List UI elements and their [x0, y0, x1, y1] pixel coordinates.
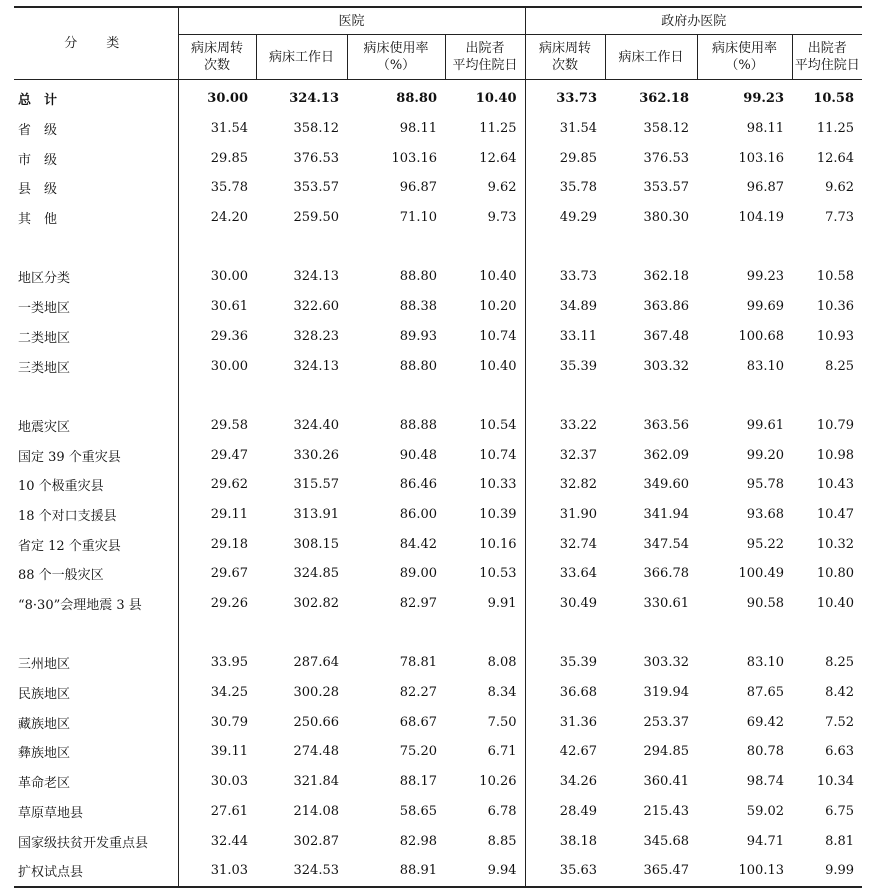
table-cell: 10.47 [816, 506, 855, 522]
table-row [14, 707, 862, 737]
table-cell: 324.13 [293, 358, 339, 374]
table-cell: 308.15 [293, 536, 339, 552]
table-cell: 345.68 [643, 833, 690, 849]
table-cell: 33.73 [525, 80, 605, 114]
table-cell: 10.53 [479, 566, 517, 582]
table-cell: 10.16 [479, 536, 517, 552]
row-label: 18 个对口支援县 [18, 508, 117, 524]
table-cell: 360.41 [643, 774, 690, 790]
table-cell: 10.43 [816, 477, 855, 493]
row-label: 扩权试点县 [14, 856, 178, 887]
table-cell: 87.65 [746, 685, 785, 701]
table-cell: 319.94 [643, 685, 690, 701]
table-cell: 29.67 [178, 559, 256, 589]
table-cell: 30.00 [178, 262, 256, 292]
table-row [14, 173, 862, 203]
table-cell: 31.54 [178, 114, 256, 144]
table-row [14, 143, 862, 173]
table-row [14, 826, 862, 856]
table-cell: 8.85 [487, 833, 517, 849]
hospital-bed-workdays-header: 病床工作日 [256, 35, 347, 80]
table-cell: 29.18 [178, 529, 256, 559]
table-cell: 99.23 [746, 269, 785, 285]
row-label: 藏族地区 [18, 716, 71, 732]
row-label: 二类地区 [18, 330, 71, 346]
table-row [14, 80, 862, 114]
category-header: 分 类 [14, 7, 178, 80]
table-cell: 9.99 [792, 856, 862, 887]
table-cell: 96.87 [399, 180, 437, 196]
table-cell: 39.11 [178, 737, 256, 767]
table-cell: 8.08 [487, 655, 517, 671]
table-cell: 30.79 [178, 707, 256, 737]
table-cell: 8.42 [825, 685, 855, 701]
table-cell: 100.13 [697, 856, 792, 887]
table-cell: 88.17 [399, 774, 437, 790]
table-cell: 10.40 [479, 358, 517, 374]
table-cell: 84.42 [399, 536, 437, 552]
table-cell: 69.42 [746, 714, 785, 730]
table-row [14, 678, 862, 708]
table-cell: 29.26 [178, 589, 256, 619]
table-cell: 10.74 [479, 328, 517, 344]
table-cell: 99.69 [746, 299, 785, 315]
table-cell: 11.25 [479, 121, 517, 137]
table-cell: 89.93 [399, 328, 437, 344]
table-cell: 10.58 [816, 269, 855, 285]
table-cell: 10.32 [816, 536, 855, 552]
table-cell: 38.18 [525, 826, 605, 856]
table-cell: 88.91 [347, 856, 445, 887]
row-label: 三州地区 [18, 657, 71, 673]
table-cell: 321.84 [293, 774, 339, 790]
table-cell: 80.78 [746, 744, 785, 760]
table-cell: 302.82 [293, 596, 339, 612]
table-row [14, 767, 862, 797]
row-label: 国家级扶贫开发重点县 [18, 835, 149, 851]
table-cell: 10.26 [479, 774, 517, 790]
table-cell: 341.94 [643, 506, 690, 522]
table-row [14, 648, 862, 678]
table-cell: 10.20 [479, 299, 517, 315]
hospital-bed-turnover-header: 病床周转 次数 [178, 35, 256, 80]
table-cell: 96.87 [746, 180, 785, 196]
table-cell: 10.34 [816, 774, 855, 790]
table-cell: 99.20 [746, 447, 785, 463]
table-cell: 10.40 [475, 91, 517, 107]
table-cell: 7.52 [825, 714, 855, 730]
table-cell: 253.37 [643, 714, 690, 730]
table-cell: 7.73 [825, 210, 855, 226]
table-cell: 303.32 [643, 358, 690, 374]
table-cell: 32.82 [525, 470, 605, 500]
table-cell: 358.12 [643, 121, 690, 137]
table-cell: 10.58 [813, 91, 855, 107]
table-cell: 35.63 [525, 856, 605, 887]
table-cell: 31.03 [178, 856, 256, 887]
table-cell: 322.60 [293, 299, 339, 315]
table-cell: 215.43 [643, 803, 690, 819]
row-label: 省定 12 个重灾县 [18, 538, 121, 554]
table-cell: 380.30 [643, 210, 690, 226]
table-cell: 86.46 [399, 477, 437, 493]
table-cell: 100.68 [738, 328, 785, 344]
table-cell: 31.90 [525, 500, 605, 530]
table-cell: 88.38 [399, 299, 437, 315]
table-cell: 8.81 [825, 833, 855, 849]
table-cell: 324.85 [293, 566, 339, 582]
table-cell: 83.10 [746, 655, 785, 671]
table-row [14, 114, 862, 144]
table-cell: 104.19 [738, 210, 785, 226]
table-cell: 10.33 [479, 477, 517, 493]
table-cell: 362.09 [643, 447, 690, 463]
row-label: 总 计 [18, 93, 58, 109]
table-cell: 29.47 [178, 440, 256, 470]
table-cell: 31.36 [525, 707, 605, 737]
table-cell: 313.91 [293, 506, 339, 522]
table-cell: 27.61 [178, 797, 256, 827]
table-cell: 36.68 [525, 678, 605, 708]
row-label: 省 级 [18, 123, 58, 139]
row-label: “8·30”会理地震 3 县 [18, 598, 142, 614]
table-cell: 88.80 [399, 358, 437, 374]
row-label: 市 级 [18, 152, 58, 168]
table-cell: 89.00 [399, 566, 437, 582]
row-label: 革命老区 [18, 776, 71, 792]
table-cell: 302.87 [293, 833, 339, 849]
table-row [14, 797, 862, 827]
table-cell: 10.36 [816, 299, 855, 315]
table-cell: 274.48 [293, 744, 339, 760]
table-row [14, 529, 862, 559]
table-cell: 82.97 [399, 596, 437, 612]
row-label: 三类地区 [18, 360, 71, 376]
table-cell: 8.34 [487, 685, 517, 701]
table-row [14, 589, 862, 619]
row-label: 民族地区 [18, 687, 71, 703]
table-cell: 32.74 [525, 529, 605, 559]
table-cell: 376.53 [643, 150, 690, 166]
table-cell: 6.78 [487, 803, 517, 819]
table-row [14, 470, 862, 500]
table-cell: 9.73 [487, 210, 517, 226]
table-cell: 12.64 [479, 150, 517, 166]
table-cell: 30.00 [178, 80, 256, 114]
gov-avg-stay-header: 出院者 平均住院日 [792, 35, 862, 80]
table-cell: 12.64 [816, 150, 855, 166]
table-cell: 35.39 [525, 648, 605, 678]
table-cell: 8.25 [825, 358, 855, 374]
table-cell: 10.40 [816, 596, 855, 612]
table-cell: 353.57 [643, 180, 690, 196]
table-cell: 363.86 [643, 299, 690, 315]
hospital-bed-usage-rate-header: 病床使用率 （%） [347, 35, 445, 80]
table-cell: 35.78 [525, 173, 605, 203]
table-cell: 82.27 [399, 685, 437, 701]
row-label: 草原草地县 [18, 805, 84, 821]
table-cell: 303.32 [643, 655, 690, 671]
table-cell: 29.11 [178, 500, 256, 530]
gov-bed-usage-rate-header: 病床使用率 （%） [697, 35, 792, 80]
table-cell: 363.56 [643, 417, 690, 433]
table-cell: 29.36 [178, 322, 256, 352]
table-cell: 33.11 [525, 322, 605, 352]
table-cell: 287.64 [293, 655, 339, 671]
table-cell: 24.20 [178, 203, 256, 233]
table-cell: 68.67 [399, 714, 437, 730]
table-cell: 88.80 [399, 269, 437, 285]
table-cell: 250.66 [293, 714, 339, 730]
table-cell: 300.28 [293, 685, 339, 701]
row-label: 88 个一般灾区 [18, 568, 104, 584]
table-cell: 29.58 [178, 411, 256, 441]
table-cell: 324.40 [293, 417, 339, 433]
table-cell: 90.48 [399, 447, 437, 463]
table-cell: 75.20 [399, 744, 437, 760]
table-cell: 7.50 [487, 714, 517, 730]
table-cell: 29.85 [525, 143, 605, 173]
table-cell: 349.60 [643, 477, 690, 493]
table-cell: 95.22 [746, 536, 785, 552]
hospital-bed-statistics-table [14, 6, 862, 888]
table-row [14, 203, 862, 233]
table-row [14, 737, 862, 767]
table-cell: 376.53 [293, 150, 339, 166]
row-label: 彝族地区 [18, 746, 71, 762]
table-cell: 259.50 [293, 210, 339, 226]
table-cell: 10.79 [816, 417, 855, 433]
table-cell: 88.80 [396, 91, 437, 107]
table-row [14, 440, 862, 470]
row-label: 地区分类 [18, 271, 71, 287]
table-cell: 358.12 [293, 121, 339, 137]
table-row [14, 500, 862, 530]
gov-bed-turnover-header: 病床周转 次数 [525, 35, 605, 80]
table-cell: 30.49 [525, 589, 605, 619]
row-label: 地震灾区 [18, 419, 71, 435]
table-cell: 214.08 [293, 803, 339, 819]
table-cell: 330.26 [293, 447, 339, 463]
table-cell: 78.81 [399, 655, 437, 671]
table-row [14, 262, 862, 292]
table-cell: 6.63 [825, 744, 855, 760]
row-label: 10 个极重灾县 [18, 479, 104, 495]
table-cell: 34.26 [525, 767, 605, 797]
hospital-avg-stay-header: 出院者 平均住院日 [445, 35, 525, 80]
table-cell: 86.00 [399, 506, 437, 522]
table-cell: 324.53 [256, 856, 347, 887]
table-cell: 98.74 [746, 774, 785, 790]
table-cell: 10.98 [816, 447, 855, 463]
table-cell: 99.23 [743, 91, 785, 107]
table-cell: 294.85 [643, 744, 690, 760]
spacer-row [14, 618, 862, 648]
table-cell: 82.98 [399, 833, 437, 849]
table-cell: 11.25 [816, 121, 855, 137]
table-cell: 33.73 [525, 262, 605, 292]
table-cell: 328.23 [293, 328, 339, 344]
table-row [14, 559, 862, 589]
table-cell: 32.44 [178, 826, 256, 856]
table-cell: 10.80 [816, 566, 855, 582]
row-label: 县 级 [18, 182, 58, 198]
table-cell: 10.39 [479, 506, 517, 522]
table-cell: 6.71 [487, 744, 517, 760]
table-cell: 9.91 [487, 596, 517, 612]
table-row [14, 292, 862, 322]
gov-hospital-group-header: 政府办医院 [525, 7, 862, 35]
table-cell: 28.49 [525, 797, 605, 827]
table-cell: 93.68 [746, 506, 785, 522]
table-cell: 9.62 [825, 180, 855, 196]
table-cell: 6.75 [825, 803, 855, 819]
table-cell: 58.65 [399, 803, 437, 819]
table-row [14, 322, 862, 352]
table-cell: 10.54 [479, 417, 517, 433]
table-cell: 35.78 [178, 173, 256, 203]
table-cell: 103.16 [391, 150, 437, 166]
table-row [14, 856, 862, 887]
hospital-group-header: 医院 [178, 7, 525, 35]
table-cell: 315.57 [293, 477, 339, 493]
table-cell: 49.29 [525, 203, 605, 233]
table-row [14, 411, 862, 441]
table-cell: 330.61 [643, 596, 690, 612]
table-cell: 103.16 [738, 150, 785, 166]
table-cell: 71.10 [399, 210, 437, 226]
table-cell: 10.74 [479, 447, 517, 463]
table-cell: 10.93 [816, 328, 855, 344]
table-cell: 8.25 [825, 655, 855, 671]
table-cell: 98.11 [399, 121, 437, 137]
table-cell: 35.39 [525, 351, 605, 381]
table-cell: 88.88 [399, 417, 437, 433]
table-cell: 100.49 [738, 566, 785, 582]
table-cell: 98.11 [746, 121, 785, 137]
table-cell: 34.25 [178, 678, 256, 708]
table-cell: 99.61 [746, 417, 785, 433]
table-cell: 59.02 [746, 803, 785, 819]
table-cell: 366.78 [643, 566, 690, 582]
table-body [14, 80, 862, 887]
table-cell: 324.13 [289, 91, 339, 107]
table-cell: 9.94 [445, 856, 525, 887]
row-label: 一类地区 [18, 301, 71, 317]
table-cell: 10.40 [479, 269, 517, 285]
table-cell: 367.48 [643, 328, 690, 344]
table-cell: 95.78 [746, 477, 785, 493]
table-cell: 9.62 [487, 180, 517, 196]
table-cell: 324.13 [293, 269, 339, 285]
table-cell: 347.54 [643, 536, 690, 552]
gov-bed-workdays-header: 病床工作日 [605, 35, 697, 80]
table-cell: 353.57 [293, 180, 339, 196]
table-cell: 362.18 [643, 269, 690, 285]
table-cell: 29.85 [178, 143, 256, 173]
table-cell: 29.62 [178, 470, 256, 500]
table-cell: 33.22 [525, 411, 605, 441]
table-cell: 33.64 [525, 559, 605, 589]
row-label: 国定 39 个重灾县 [18, 449, 121, 465]
spacer-row [14, 232, 862, 262]
table-cell: 30.00 [178, 351, 256, 381]
table-cell: 362.18 [639, 91, 690, 107]
table-cell: 34.89 [525, 292, 605, 322]
table-cell: 83.10 [746, 358, 785, 374]
table-cell: 30.03 [178, 767, 256, 797]
table-cell: 30.61 [178, 292, 256, 322]
table-cell: 42.67 [525, 737, 605, 767]
table-cell: 31.54 [525, 114, 605, 144]
table-cell: 365.47 [605, 856, 697, 887]
table-cell: 90.58 [746, 596, 785, 612]
table-cell: 33.95 [178, 648, 256, 678]
table-cell: 94.71 [746, 833, 785, 849]
table-row [14, 351, 862, 381]
row-label: 其 他 [18, 212, 58, 228]
spacer-row [14, 381, 862, 411]
table-cell: 32.37 [525, 440, 605, 470]
